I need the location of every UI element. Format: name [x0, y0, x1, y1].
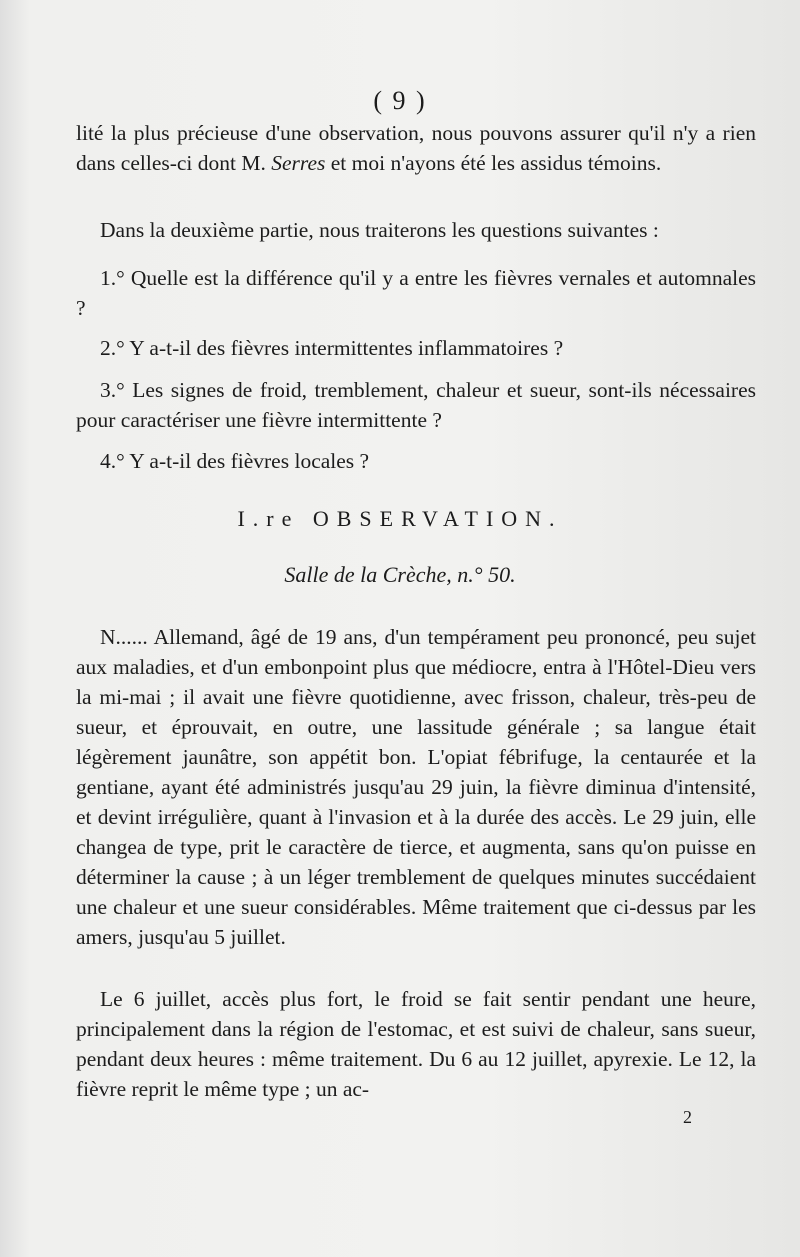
question-3: 3.° Les signes de froid, tremblement, chaleur et sueur, sont-ils nécessaires pour caractériser une fièvre intermittente ? [76, 378, 756, 432]
page-number: ( 9 ) [373, 86, 427, 115]
questions-intro: Dans la deuxième partie, nous traiterons les questions suivantes : [100, 218, 659, 242]
paragraph-1: N...... Allemand, âgé de 19 ans, d'un tempérament peu prononcé, peu sujet aux maladies, et d'un embonpoint plus que médiocre, entra à l'Hôtel-Dieu vers la mi-mai ; il avait une fièvre quotidienne, avec frisson, chaleur, très-peu de sueur, et éprouvait, en outre, une lassitude générale ; sa langue était légèrement jaunâtre, son appétit bon. L'opiat fébrifuge, la centaurée et la gentiane, ayant été administrés jusqu'au 29 juin, la fièvre diminua d'intensité, et devint irrégulière, quant à l'invasion et à la durée des accès. Le 29 juin, elle changea de type, prit le caractère de tierce, et augmenta, sans qu'on puisse en déterminer la cause ; à un léger tremblement de quelques minutes succédaient une chaleur et une sueur considérables. Même traitement que ci-dessus par les amers, jusqu'au 5 juillet. [76, 625, 756, 949]
observation-subtitle: Salle de la Crèche, n.° 50. [284, 562, 516, 587]
observation-title: I.re OBSERVATION. [237, 506, 563, 531]
paragraph-2: Le 6 juillet, accès plus fort, le froid se fait sentir pendant une heure, principalement dans la région de l'estomac, et est suivi de chaleur, sans sueur, pendant deux heures : même traitement. Du 6 au 12 juillet, apyrexie. Le 12, la fièvre reprit le même type ; un ac- [76, 987, 756, 1101]
author-name: Serres [271, 151, 326, 175]
intro-text-after: et moi n'ayons été les assidus témoins. [325, 151, 662, 175]
question-1: 1.° Quelle est la différence qu'il y a entre les fièvres vernales et automnales ? [76, 266, 756, 320]
signature-mark: 2 [683, 1107, 692, 1127]
question-2: 2.° Y a-t-il des fièvres intermittentes inflammatoires ? [100, 336, 564, 360]
question-4: 4.° Y a-t-il des fièvres locales ? [100, 449, 370, 473]
intro-text-before: lité la plus précieuse d'une observation, nous pouvons assurer qu'il n'y a rien dans celles-ci dont M. [76, 121, 756, 175]
intro-paragraph [76, 118, 756, 178]
